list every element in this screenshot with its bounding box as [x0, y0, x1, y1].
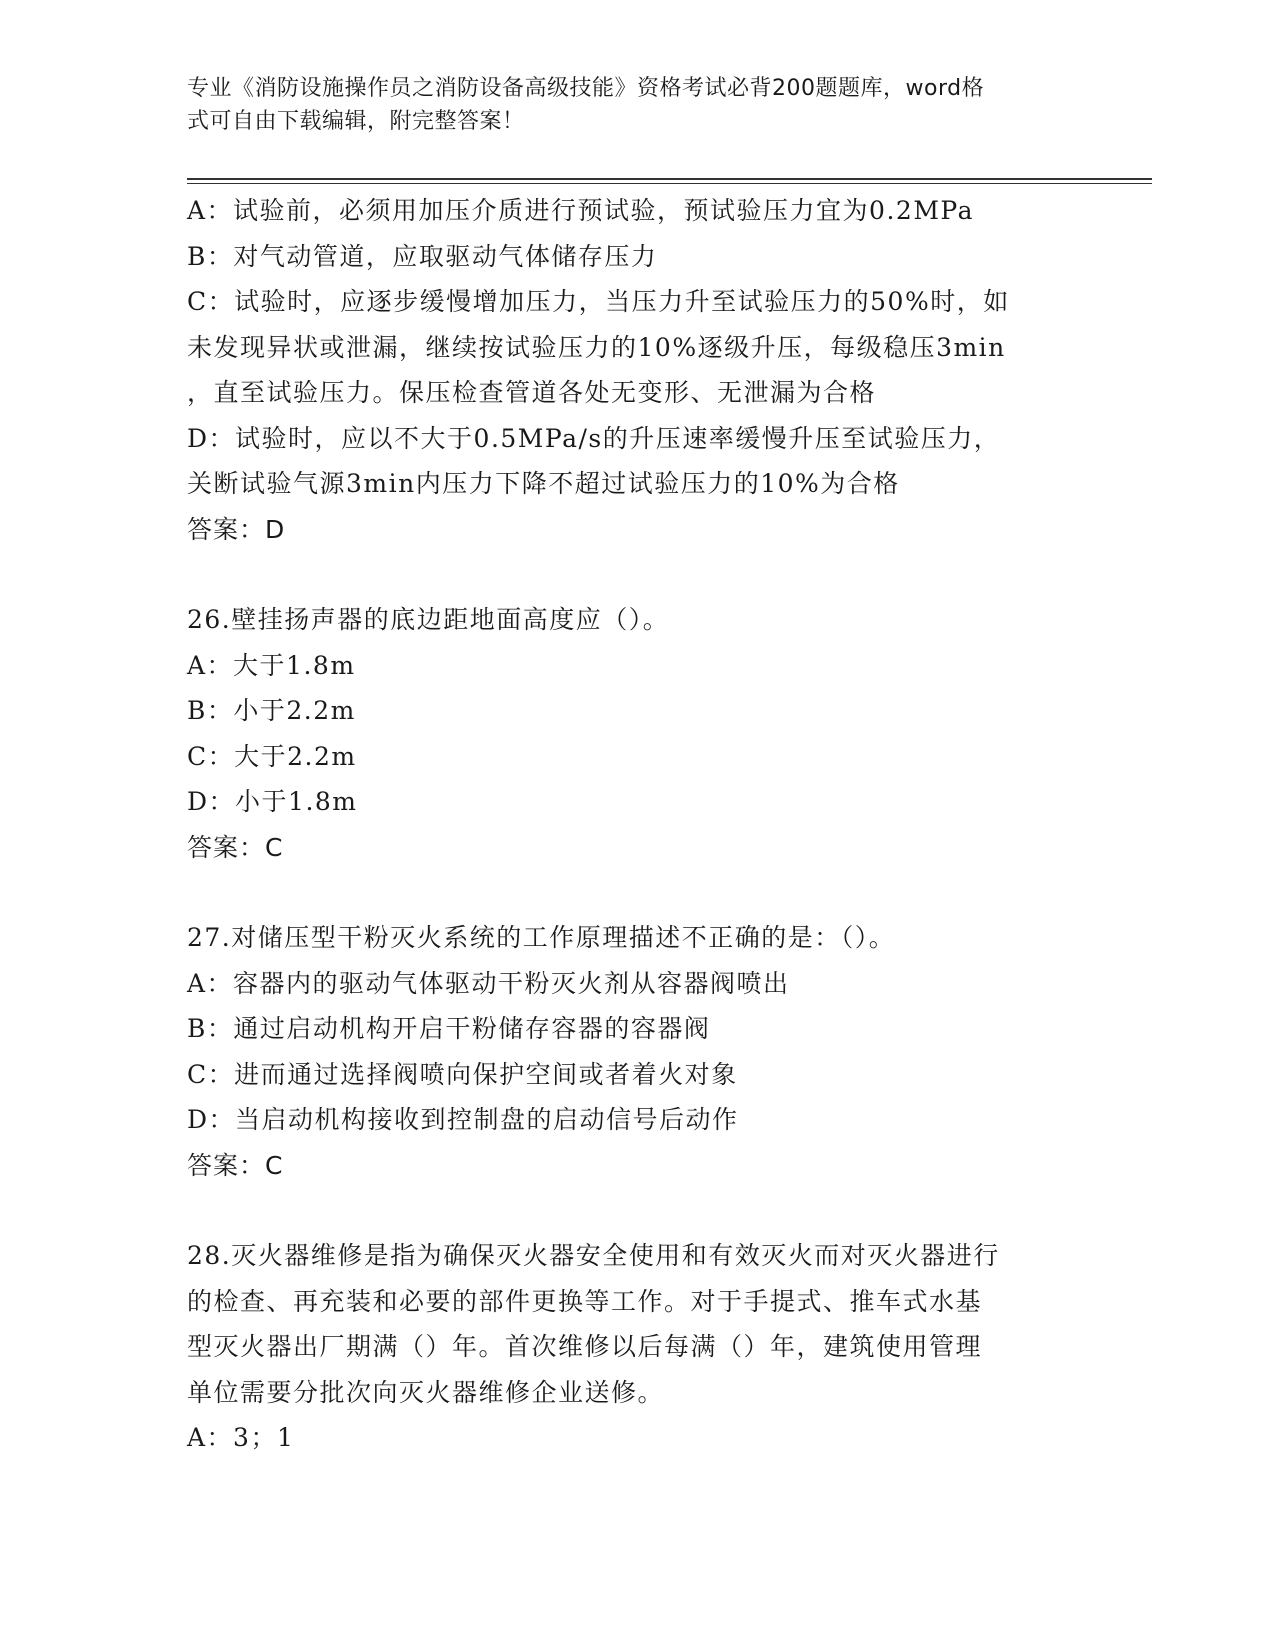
- answer: 答案：C: [187, 832, 284, 862]
- document-header: [187, 72, 1067, 138]
- option-c-line-2: 未发现异状或泄漏，继续按试验压力的10%逐级升压，每级稳压3min: [187, 332, 1006, 362]
- option-a: A：试验前，必须用加压介质进行预试验，预试验压力宜为0.2MPa: [187, 196, 975, 225]
- option-b: B：小于2.2m: [187, 696, 356, 725]
- option-a: A：3；1: [187, 1423, 295, 1452]
- question-content: [187, 188, 1067, 1461]
- answer: 答案：C: [187, 1150, 284, 1180]
- question-stem-line-4: 单位需要分批次向灭火器维修企业送修。: [187, 1377, 665, 1407]
- option-d: D：当启动机构接收到控制盘的启动信号后动作: [187, 1105, 739, 1134]
- header-divider: [187, 178, 1152, 184]
- option-d-line-1: D：试验时，应以不大于0.5MPa/s的升压速率缓慢升压至试验压力，: [187, 423, 1001, 453]
- question-stem: 26.壁挂扬声器的底边距地面高度应（）。: [187, 605, 670, 634]
- question-stem: 27.对储压型干粉灭火系统的工作原理描述不正确的是：（）。: [187, 923, 896, 952]
- option-a: A：大于1.8m: [187, 650, 356, 680]
- question-28: [187, 1233, 1067, 1461]
- option-c: C：进而通过选择阀喷向保护空间或者着火对象: [187, 1059, 738, 1089]
- header-line-1: 专业《消防设施操作员之消防设备高级技能》资格考试必背200题题库，word格: [187, 76, 985, 101]
- option-c: C：大于2.2m: [187, 741, 357, 771]
- option-c-line-3: ，直至试验压力。保压检查管道各处无变形、无泄漏为合格: [187, 378, 877, 407]
- option-a: A：容器内的驱动气体驱动干粉灭火剂从容器阀喷出: [187, 968, 790, 998]
- option-d-line-2: 关断试验气源3min内压力下降不超过试验压力的10%为合格: [187, 469, 900, 498]
- option-c-line-1: C：试验时，应逐步缓慢增加压力，当压力升至试验压力的50%时，如: [187, 287, 1010, 316]
- answer: 答案：D: [187, 514, 286, 544]
- question-stem-line-2: 的检查、再充装和必要的部件更换等工作。对于手提式、推车式水基: [187, 1286, 983, 1316]
- question-25: [187, 188, 1067, 552]
- header-line-2: 式可自由下载编辑，附完整答案！: [187, 109, 525, 134]
- option-d: D：小于1.8m: [187, 787, 358, 816]
- question-27: [187, 915, 1067, 1188]
- question-stem-line-3: 型灭火器出厂期满（）年。首次维修以后每满（）年，建筑使用管理: [187, 1332, 983, 1361]
- option-b: B：通过启动机构开启干粉储存容器的容器阀: [187, 1014, 711, 1043]
- question-stem-line-1: 28.灭火器维修是指为确保灭火器安全使用和有效灭火而对灭火器进行: [187, 1241, 1000, 1270]
- question-26: [187, 597, 1067, 870]
- option-b: B：对气动管道，应取驱动气体储存压力: [187, 241, 658, 271]
